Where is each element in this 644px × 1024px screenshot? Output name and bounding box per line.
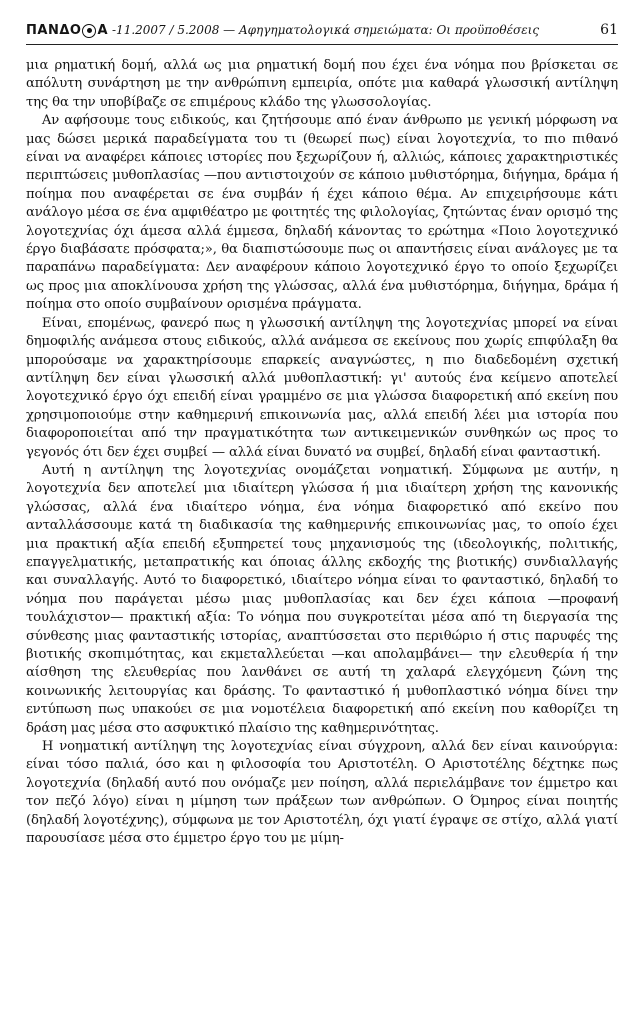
paragraph: Η νοηματική αντίληψη της λογοτεχνίας είναι σύγχρονη, αλλά δεν είναι καινούργια: είναι τόσο παλιά, όσο και η φιλοσοφία του Αριστοτέλη. Ο Αριστοτέλης δέχτηκε πως λογοτεχνία (δηλαδή αυτό που ονόμαζε μεν ποίηση, αλλά περιελάμβανε τον έμμετρο και τον πεζό λόγο) είναι η μίμηση των πράξεων των ανθρώπων. Ο Όμηρος είναι ποιητής (δηλαδή λογοτέχνης), σύμφωνα με τον Αριστοτέλη, όχι γιατί έγραψε σε στίχο, αλλά γιατί παρουσίασε μέσα στο έμμετρο έργο του με μίμη- [26,739,618,847]
paragraph: Αν αφήσουμε τους ειδικούς, και ζητήσουμε από έναν άνθρωπο με γενική μόρφωση να μας δώσει μερικά παραδείγματα του τι (θεωρεί πως) είναι λογοτεχνία, το πιο πιθανό είναι να αναφέρει κάποιες ιστορίες που ξεχωρίζουν ή, αλλιώς, κάποιες χαρακτηριστικές περιπτώσεις μυθοπλασίας —που αντιστοιχούν σε κάποιο μυθιστόρημα, διήγημα, δράμα ή ποίημα που αναφέρεται σε ένα συμβάν ή έχει κάποιο θέμα. Αν επιχειρήσουμε κάτι ανάλογο μέσα σε ένα αμφιθέατρο με φοιτητές της φιλολογίας, ζητώντας έναν ορισμό της λογοτεχνίας όχι άμεσα αλλά έμμεσα, δηλαδή κάνοντας το ερώτημα «Ποιο λογοτεχνικό έργο διαβάσατε πρόσφατα;», θα διαπιστώσουμε πως οι απαντήσεις είναι ανάλογες με τα παραπάνω παραδείγματα: Δεν αναφέρουν κάποιο λογοτεχνικό έργο το οποίο ξεχωρίζει ως προς μια αποκλίνουσα χρήση της γλώσσας, αλλά ένα μυθιστόρημα, διήγημα, δράμα ή ποίημα στο οποίο συμβαίνουν ορισμένα πράγματα. [26,113,618,313]
body-text [26,57,618,848]
logo-mark-icon [82,24,96,38]
header-meta: -11.2007 / 5.2008 — Αφηγηματολογικά σημειώματα: Οι προϋποθέσεις [112,23,540,37]
header-left [26,23,539,38]
paragraph: μια ρηματική δομή, αλλά ως μια ρηματική δομή που έχει ένα νόημα που βρίσκεται σε απόλυτη συνάρτηση με την ανθρώπινη εμπειρία, οπότε μια καθαρά γλωσσική αντίληψη της θα την υποβίβαζε σε επιμέρους κλάδο της γλωσσολογίας. [26,58,618,110]
running-header [26,22,618,45]
journal-logo: ΠΑΝΔΟ Α [26,23,108,38]
paragraph: Είναι, επομένως, φανερό πως η γλωσσική αντίληψη της λογοτεχνίας μπορεί να είναι δημοφιλής ανάμεσα στους ειδικούς, αλλά ανάμεσα σε εκείνους που χωρίς επιφύλαξη θα μπορούσαμε να χαρακτηρίσουμε επαρκείς αναγνώστες, η πιο διαδεδομένη σχετική αντίληψη δεν είναι γλωσσική αλλά μυθοπλαστική: γι' αυτούς ένα κείμενο αποτελεί λογοτεχνικό έργο όχι επειδή είναι γραμμένο σε μια γλώσσα διαφορετική από εκείνη που χρησιμοποιούμε στην καθημερινή επικοινωνία μας, αλλά επειδή λέει μια ιστορία που διαφοροποιείται από την πραγματικότητα των αντικειμενικών συνθηκών ως προς το γεγονός ότι δεν έχει συμβεί — αλλά είναι δυνατό να συμβεί, δηλαδή είναι φανταστική. [26,315,618,460]
page-number: 61 [600,22,618,38]
paragraph: Αυτή η αντίληψη της λογοτεχνίας ονομάζεται νοηματική. Σύμφωνα με αυτήν, η λογοτεχνία δεν αποτελεί μια ιδιαίτερη γλώσσα ή μια ιδιαίτερη χρήση της κανονικής γλώσσας, αλλά ένα ιδιαίτερο νόημα, ένα νόημα διαφορετικό από εκείνο που ανταλλάσσουμε κατά τη διαδικασία της καθημερινής επικοινωνίας μας, το οποίο έχει μια πρακτική αξία επειδή εξυπηρετεί τους μηχανισμούς της (ιδεολογικής, πολιτικής, επαγγελματικής, μεταπρατικής και όποιας άλλης εκδοχής της βιοτικής) συνδιαλλαγής και συναλλαγής. Αυτό το διαφορετικό, ιδιαίτερο νόημα είναι το φανταστικό, δηλαδή το νόημα που παράγεται μέσω μιας μυθοπλασίας και δεν έχει κάποια —προφανή τουλάχιστον— πρακτική αξία: Το νόημα που συγκροτείται μέσα από τη διεργασία της σύνθεσης μιας φανταστικής ιστορίας, αναπτύσσεται στο περιθώριο ή στις παρυφές της βιοτικής σκοπιμότητας, και εκμεταλλεύεται —και απολαμβάνει— την ελευθερία ή την αίσθηση της ελευθερίας που λανθάνει σε αυτή τη χαλαρά ελεγχόμενη ζώνη της κοινωνικής λειτουργίας και δράσης. Το φανταστικό ή μυθοπλαστικό νόημα δίνει την εντύπωση πως υπακούει σε μια νομοτέλεια διαφορετική από εκείνη που καθορίζει τη δράση μας μέσα στο ασφυκτικό πλαίσιο της καθημερινότητας. [26,462,618,736]
